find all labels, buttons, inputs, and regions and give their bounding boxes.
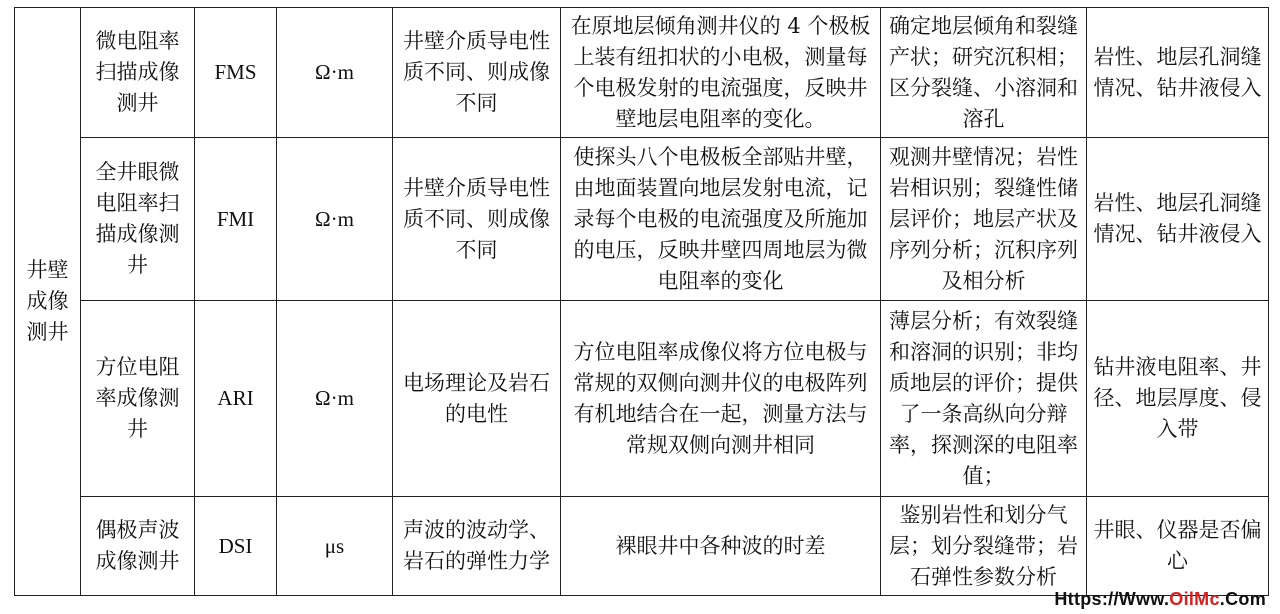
method-name-cell: 全井眼微电阻率扫描成像测井 xyxy=(81,138,195,301)
description-cell: 裸眼井中各种波的时差 xyxy=(561,497,881,596)
unit-cell: μs xyxy=(277,497,393,596)
watermark-highlight: OilMc xyxy=(1169,589,1220,609)
method-name-cell: 偶极声波成像测井 xyxy=(81,497,195,596)
table-row xyxy=(15,301,1269,497)
application-cell: 观测井壁情况；岩性岩相识别；裂缝性储层评价；地层产状及序列分析；沉积序列及相分析 xyxy=(881,138,1087,301)
unit-cell: Ω·m xyxy=(277,8,393,138)
table-row xyxy=(15,8,1269,138)
watermark-prefix: Https://Www. xyxy=(1054,589,1170,609)
well-logging-table xyxy=(14,7,1269,596)
category-cell: 井壁成像测井 xyxy=(15,8,81,596)
description-cell: 在原地层倾角测井仪的 4 个极板上装有纽扣状的小电极，测量每个电极发射的电流强度，反映井壁地层电阻率的变化。 xyxy=(561,8,881,138)
application-cell: 鉴别岩性和划分气层；划分裂缝带；岩石弹性参数分析 xyxy=(881,497,1087,596)
principle-cell: 井壁介质导电性质不同、则成像不同 xyxy=(393,8,561,138)
influence-cell: 岩性、地层孔洞缝情况、钻井液侵入 xyxy=(1087,138,1269,301)
application-cell: 薄层分析；有效裂缝和溶洞的识别；非均质地层的评价；提供了一条高纵向分辩率，探测深的电阻率值； xyxy=(881,301,1087,497)
method-code-cell: ARI xyxy=(195,301,277,497)
unit-cell: Ω·m xyxy=(277,301,393,497)
principle-cell: 井壁介质导电性质不同、则成像不同 xyxy=(393,138,561,301)
description-cell: 使探头八个电极板全部贴井壁，由地面装置向地层发射电流，记录每个电极的电流强度及所施加的电压，反映井壁四周地层为微电阻率的变化 xyxy=(561,138,881,301)
method-code-cell: FMI xyxy=(195,138,277,301)
principle-cell: 声波的波动学、岩石的弹性力学 xyxy=(393,497,561,596)
unit-cell: Ω·m xyxy=(277,138,393,301)
table-row xyxy=(15,497,1269,596)
description-cell: 方位电阻率成像仪将方位电极与常规的双侧向测井仪的电极阵列有机地结合在一起，测量方法与常规双侧向测井相同 xyxy=(561,301,881,497)
influence-cell: 岩性、地层孔洞缝情况、钻井液侵入 xyxy=(1087,8,1269,138)
application-cell: 确定地层倾角和裂缝产状；研究沉积相；区分裂缝、小溶洞和溶孔 xyxy=(881,8,1087,138)
method-name-cell: 微电阻率扫描成像测井 xyxy=(81,8,195,138)
table-row xyxy=(15,138,1269,301)
principle-cell: 电场理论及岩石的电性 xyxy=(393,301,561,497)
method-code-cell: FMS xyxy=(195,8,277,138)
influence-cell: 钻井液电阻率、井径、地层厚度、侵入带 xyxy=(1087,301,1269,497)
site-watermark xyxy=(1054,589,1266,610)
method-code-cell: DSI xyxy=(195,497,277,596)
method-name-cell: 方位电阻率成像测井 xyxy=(81,301,195,497)
influence-cell: 井眼、仪器是否偏心 xyxy=(1087,497,1269,596)
watermark-suffix: .Com xyxy=(1219,589,1266,609)
